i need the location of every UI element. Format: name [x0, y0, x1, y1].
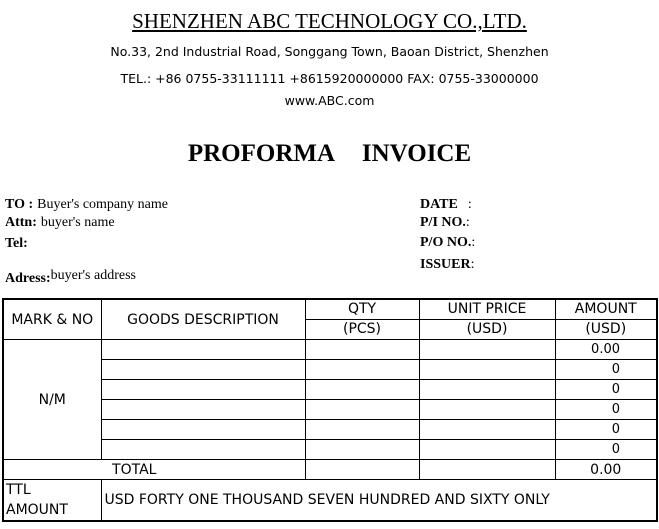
invoice-title: PROFORMA INVOICE [187, 140, 472, 167]
goods-cell [101, 340, 305, 360]
price-cell [419, 440, 555, 460]
price-cell [419, 340, 555, 360]
amount-cell: 0 [555, 440, 657, 460]
qty-cell [305, 380, 419, 400]
adress-value: buyer's address [50, 268, 136, 283]
adress-row [5, 269, 136, 287]
qty-cell [305, 440, 419, 460]
total-label: TOTAL [3, 460, 305, 480]
qty-cell [305, 400, 419, 420]
header-goods: GOODS DESCRIPTION [101, 299, 305, 340]
adress-label: Adress: [5, 271, 51, 286]
po-row [420, 233, 475, 251]
header-unit-price-label: UNIT PRICE [420, 300, 555, 320]
tel-row [5, 234, 28, 252]
qty-cell [305, 360, 419, 380]
header-unit-price [419, 299, 555, 340]
qty-cell [305, 340, 419, 360]
amount-cell: 0 [555, 400, 657, 420]
po-colon: : [471, 235, 476, 250]
goods-cell [101, 440, 305, 460]
price-cell [419, 420, 555, 440]
company-name: SHENZHEN ABC TECHNOLOGY CO.,LTD. [132, 9, 527, 33]
table-row [3, 340, 657, 360]
total-qty-cell [305, 460, 419, 480]
ttl-amount-row [3, 480, 657, 522]
issuer-colon: : [470, 257, 475, 272]
goods-cell [101, 420, 305, 440]
table-row [3, 420, 657, 440]
table-row [3, 440, 657, 460]
goods-cell [101, 360, 305, 380]
header-amount-label: AMOUNT [556, 300, 657, 320]
header-qty [305, 299, 419, 340]
qty-cell [305, 420, 419, 440]
date-row [420, 195, 472, 213]
mark-cell: N/M [3, 340, 101, 460]
pi-colon: : [465, 215, 470, 230]
ttl-label-line2: AMOUNT [6, 502, 68, 518]
total-price-cell [419, 460, 555, 480]
attn-row [5, 213, 115, 231]
to-label: TO : [5, 197, 34, 212]
goods-cell [101, 380, 305, 400]
table-header-row [3, 299, 657, 340]
to-value: Buyer's company name [37, 197, 168, 212]
date-colon: : [467, 197, 472, 212]
company-website: www.ABC.com [284, 93, 375, 108]
amount-in-words: USD FORTY ONE THOUSAND SEVEN HUNDRED AND SIXTY ONLY [101, 480, 657, 522]
price-cell [419, 380, 555, 400]
header-unit-price-unit: (USD) [466, 321, 508, 337]
table-row [3, 360, 657, 380]
po-label: P/O NO. [420, 235, 472, 250]
attn-label: Attn: [5, 215, 37, 230]
header-amount [555, 299, 657, 340]
goods-cell [101, 400, 305, 420]
issuer-label: ISSUER [420, 257, 471, 272]
total-value: 0.00 [555, 460, 657, 480]
price-cell [419, 400, 555, 420]
amount-cell: 0.00 [555, 340, 657, 360]
table-row [3, 400, 657, 420]
company-contact: TEL.: +86 0755-33111111 +8615920000000 FAX: 0755-33000000 [120, 71, 539, 86]
header-qty-label: QTY [306, 300, 419, 320]
pi-row [420, 213, 470, 231]
amount-cell: 0 [555, 380, 657, 400]
company-address: No.33, 2nd Industrial Road, Songgang Town, Baoan District, Shenzhen [110, 44, 549, 59]
total-row [3, 460, 657, 480]
header-mark: MARK & NO [3, 299, 101, 340]
tel-label: Tel: [5, 236, 28, 251]
ttl-label-line1: TTL [6, 482, 31, 498]
table-row [3, 380, 657, 400]
ttl-amount-label [3, 480, 101, 522]
amount-cell: 0 [555, 360, 657, 380]
to-row [5, 195, 168, 213]
date-label: DATE [420, 197, 458, 212]
pi-label: P/I NO. [420, 215, 466, 230]
issuer-row [420, 255, 474, 273]
goods-table [2, 298, 658, 522]
price-cell [419, 360, 555, 380]
header-amount-unit: (USD) [585, 321, 627, 337]
header-qty-unit: (PCS) [342, 321, 382, 337]
attn-value: buyer's name [40, 215, 115, 230]
amount-cell: 0 [555, 420, 657, 440]
